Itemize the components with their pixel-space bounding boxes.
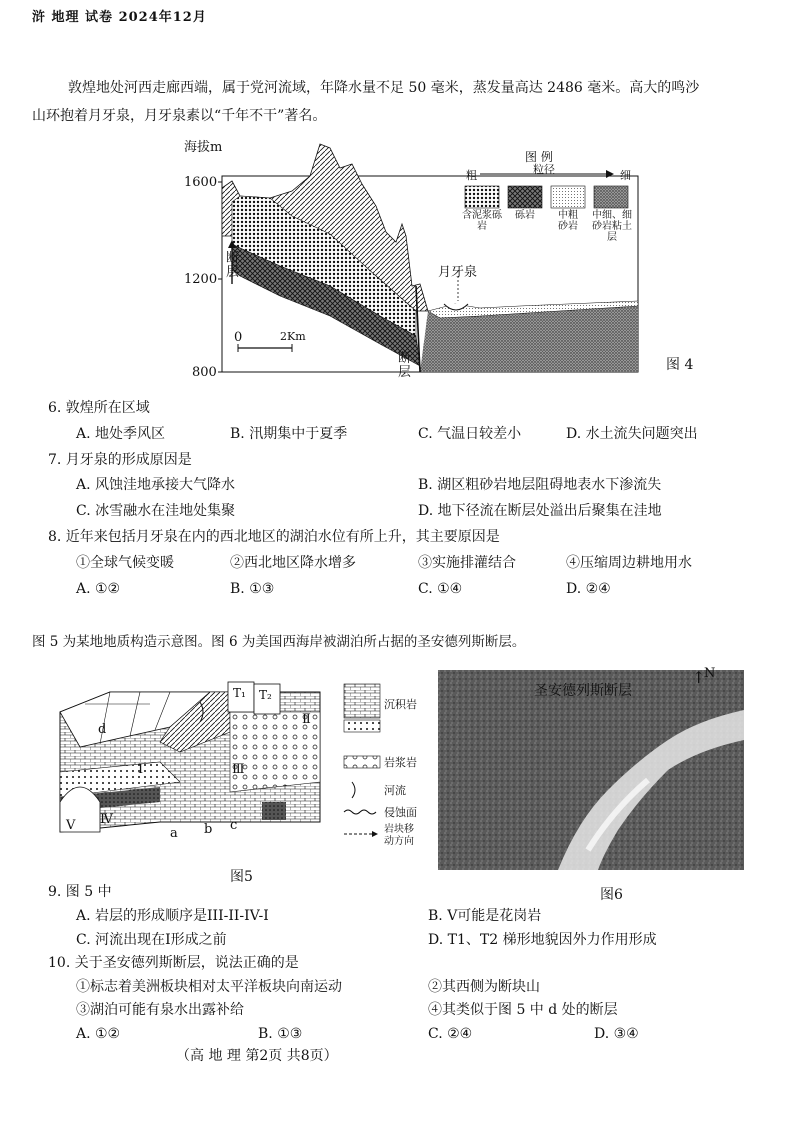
question-7-stem: 7. 月牙泉的形成原因是 [48,452,192,468]
intro-line-2: 山环抱着月牙泉，月牙泉素以“千年不干”著名。 [32,108,327,124]
q8-option-d: D. ②④ [566,581,611,597]
q8-item-1: ①全球气候变暖 [76,555,174,571]
figure-6-title: 圣安德列斯断层 [534,683,632,699]
legend-igneous: 岩浆岩 [384,756,417,769]
question-8-stem: 8. 近年来包括月牙泉在内的西北地区的湖泊水位有所上升，其主要原因是 [48,529,500,545]
legend-label-2: 砾岩 [515,210,535,221]
q9-option-d: D. T1、T2 梯形地貌因外力作用形成 [428,932,657,948]
q10-option-d: D. ③④ [594,1026,639,1042]
y-axis-label: 海拔m [184,140,223,155]
legend-fine: 细 [620,169,631,182]
q9-option-c: C. 河流出现在I形成之前 [76,932,227,948]
t2-label: T₂ [259,688,272,702]
legend-swatch-mud-conglomerate [465,186,499,208]
page-header: 浒 地理 试卷 2024年12月 [32,10,207,25]
legend-sedimentary: 沉积岩 [384,698,417,711]
spring-label: 月牙泉 [438,265,478,280]
figure-4 [180,136,650,386]
legend-river: 河流 [384,784,406,797]
t1-label: T₁ [233,686,246,700]
q8-option-b: B. ①③ [230,581,275,597]
figure-6-caption: 图6 [600,887,623,903]
a-label: a [170,826,178,841]
q8-item-3: ③实施排灌结合 [418,555,516,571]
figure-5-caption: 图5 [230,869,253,885]
page-footer: （高 地 理 第2页 共8页） [176,1048,338,1064]
q7-option-c: C. 冰雪融水在洼地处集聚 [76,503,236,519]
legend-sedimentary-swatch [344,684,380,718]
question-10-stem: 10. 关于圣安德列斯断层，说法正确的是 [48,955,299,971]
iii-label: Ⅲ [232,762,245,777]
intro-line-1: 敦煌地处河西走廊西端，属于党河流域，年降水量不足 50 毫米，蒸发量高达 2486 毫米。高大的鸣沙 [68,80,700,96]
legend-coarse: 粗 [466,169,477,182]
scale-zero: 0 [234,330,243,345]
legend-river-icon [352,782,355,798]
legend-erosion-icon [344,810,376,814]
legend-movement: 岩块移动方向 [384,824,414,847]
legend-grain: 粒径 [533,163,555,176]
scale-km: 2Km [280,330,306,343]
legend-swatch-conglomerate [508,186,542,208]
q7-option-b: B. 湖区粗砂岩地层阻碍地表水下渗流失 [418,477,662,493]
legend-swatch-sandstone [551,186,585,208]
q10-item-2: ②其西侧为断块山 [428,979,540,995]
q7-option-a: A. 风蚀洼地承接大气降水 [76,477,236,493]
question-9-stem: 9. 图 5 中 [48,884,112,900]
q8-item-4: ④压缩周边耕地用水 [566,555,692,571]
c-label: c [230,818,238,833]
q7-option-d: D. 地下径流在断层处溢出后聚集在洼地 [418,503,662,519]
figure-5 [40,672,440,850]
q9-option-a: A. 岩层的形成顺序是III-II-IV-I [76,908,269,924]
legend-erosion: 侵蚀面 [384,806,417,819]
legend-igneous-swatch [344,756,380,768]
legend-swatch-fine-sediment [594,186,628,208]
q6-option-c: C. 气温日较差小 [418,426,522,442]
north-label: N [704,666,716,681]
q10-item-4: ④其类似于图 5 中 d 处的断层 [428,1002,618,1018]
tick-800: 800 [192,365,217,380]
figure-6-photo [438,670,744,870]
legend-label-4: 中细、细砂岩粘土层 [592,210,632,243]
figure-6-svg [438,670,744,870]
d-label: d [98,722,107,737]
q10-option-b: B. ①③ [258,1026,303,1042]
striped-layer [262,802,286,820]
q6-option-d: D. 水土流失问题突出 [566,426,698,442]
q8-option-c: C. ①④ [418,581,463,597]
legend-label-1: 含泥浆砾岩 [462,210,502,232]
tick-1600: 1600 [184,175,218,190]
q6-option-b: B. 汛期集中于夏季 [230,426,348,442]
north-arrow-icon: ↑ [692,668,706,687]
q10-option-c: C. ②④ [428,1026,473,1042]
q6-option-a: A. 地处季风区 [76,426,166,442]
q8-option-a: A. ①② [76,581,121,597]
question-6-stem: 6. 敦煌所在区域 [48,400,150,416]
tick-1200: 1200 [184,272,218,287]
intro-figure-5-6: 图 5 为某地地质构造示意图。图 6 为美国西海岸被湖泊所占据的圣安德列斯断层。 [32,634,526,650]
v-label: Ⅴ [66,818,76,833]
iv-label: Ⅳ [100,812,113,827]
legend-title: 图 例 [525,150,553,164]
figure-4-caption: 图 4 [666,357,694,373]
fault-label-left: 断层 [226,251,240,280]
q10-item-1: ①标志着美洲板块相对太平洋板块向南运动 [76,979,342,995]
b-label: b [204,822,213,837]
q10-item-3: ③湖泊可能有泉水出露补给 [76,1002,244,1018]
i-label: Ⅰ [138,762,144,777]
fault-label-bottom: 断层 [398,351,412,380]
q10-option-a: A. ①② [76,1026,121,1042]
figure-4-svg [180,136,650,386]
arrow-head-icon [606,170,614,178]
q8-item-2: ②西北地区降水增多 [230,555,356,571]
legend-label-3: 中粗砂岩 [558,210,578,232]
q9-option-b: B. V可能是花岗岩 [428,908,542,924]
ii-label: Ⅱ [302,712,311,727]
